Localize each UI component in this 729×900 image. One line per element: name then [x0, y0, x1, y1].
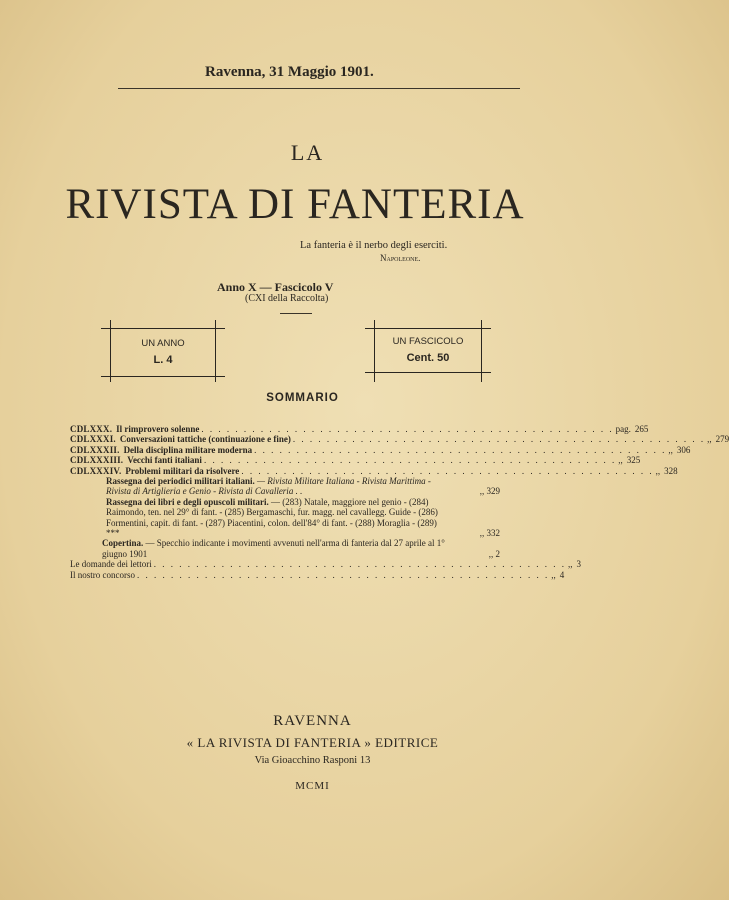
publisher-city: RAVENNA	[273, 713, 352, 729]
toc-row	[70, 424, 649, 434]
toc-row	[70, 455, 641, 466]
toc-item-title: Il nostro concorso	[70, 569, 135, 580]
motto: La fanteria è il nerbo degli eserciti.	[300, 240, 448, 251]
toc-leader: . . . . . . . . . . . . . . . . . . . . . . . . . . . . . . . . . . . . . . . . . . . . . . . . .	[254, 444, 667, 455]
toc-item-pre: ,,	[618, 455, 623, 466]
price-year-label: UN ANNO	[141, 338, 185, 349]
toc-copertina	[70, 538, 500, 559]
toc-row	[70, 444, 691, 455]
issue-date: Ravenna, 31 Maggio 1901.	[205, 64, 374, 80]
issue-collection: (CXI della Raccolta)	[245, 293, 329, 304]
toc-item-page: 332	[486, 528, 500, 539]
publisher-name: « LA RIVISTA DI FANTERIA » EDITRICE	[186, 735, 439, 750]
toc-item-lead: Copertina.	[102, 538, 144, 549]
box-rule	[101, 328, 225, 329]
toc-item-title: Le domande dei lettori	[70, 559, 152, 570]
toc-item-pre: ,,	[668, 444, 673, 455]
toc-leader: . . . . . . . . . . . . . . . . . . . . . . . . . . . . . . . . . . . . . . . . . . . . . . . . .	[292, 434, 706, 445]
masthead-article: LA	[290, 140, 325, 165]
price-box-year	[110, 320, 216, 382]
box-rule	[365, 328, 491, 329]
toc-rassegna-libri	[70, 497, 500, 539]
toc-item-pre: ,,	[479, 486, 485, 497]
price-box-issue	[374, 320, 482, 382]
toc-row	[70, 465, 678, 476]
toc-item-number: CDLXXXIII.	[70, 455, 124, 466]
toc-item-title: Della disciplina militare moderna	[123, 444, 253, 455]
toc-leader: . . . . . . . . . . . . . . . . . . . . . . . . . . . . . . . . . . . . . . . . . . . . . . . . .	[153, 559, 566, 570]
contents-heading: SOMMARIO	[266, 392, 339, 404]
toc-row	[70, 569, 565, 580]
toc-item-number: CDLXXXI.	[70, 434, 116, 445]
publication-year: MCMI	[295, 780, 330, 792]
toc-leader: . . . . . . . . . . . . . . . . . . . . . . . . . . . . . . . . . . . . . . . . . . . . . . . . .	[201, 424, 614, 434]
toc-item-page: 306	[676, 444, 691, 455]
toc-item-page: 2	[495, 548, 500, 559]
toc-item-page: 279	[715, 434, 729, 445]
toc-leader: . . . . . . . . . . . . . . . . . . . . . . . . . . . . . . . . . . . . . . . . . . . . . . . . .	[137, 569, 550, 580]
toc-item-title: Conversazioni tattiche (continuazione e fine)	[119, 434, 291, 445]
toc-row	[70, 559, 581, 570]
issue-number: Anno X — Fascicolo V	[217, 280, 334, 294]
toc-item-page: 265	[634, 424, 649, 434]
toc-item-pre: ,,	[707, 434, 712, 445]
price-issue-label: UN FASCICOLO	[392, 336, 464, 347]
toc-row	[70, 434, 729, 445]
toc-extra	[70, 559, 581, 580]
toc-item-pre: ,,	[567, 559, 573, 570]
toc-item-page: 329	[486, 486, 500, 497]
toc-item-lead: Rassegna dei libri e degli opuscoli militari.	[106, 496, 269, 507]
toc-item-lead: Rassegna dei periodici militari italiani.	[106, 476, 255, 487]
toc-item-number: CDLXXXIV.	[70, 465, 122, 476]
toc-item-text: — Specchio indicante i movimenti avvenuti nell'arma di fanteria dal 27 aprile al 1° giugno 1901	[102, 538, 445, 559]
toc-item-pre: ,,	[479, 528, 485, 539]
header-rule	[118, 88, 520, 89]
toc-item-pre: pag.	[615, 424, 631, 434]
publisher-address: Via Gioacchino Rasponi 13	[254, 755, 371, 766]
toc-leader: . . . . . . . . . . . . . . . . . . . . . . . . . . . . . . . . . . . . . . . . . . . . . . . . .	[203, 455, 617, 466]
motto-author: Napoleone.	[380, 253, 421, 263]
toc-item-text: — (283) Natale, maggiore nel genio - (284) Raimondo, ten. nel 29° di fant. - (285) Bergamaschi, fur. magg. nel cavallegg. Guide - (286) Formentini, capit. di fant. - (287) Piacentini, colon. dell'84° di fant. - (288) Moraglia - (289) ***	[106, 496, 438, 539]
toc-item-pre: ,,	[488, 548, 494, 559]
toc-item-page: 328	[664, 465, 678, 476]
toc-item-pre: ,,	[655, 465, 661, 476]
toc-item-page: 4	[559, 569, 565, 580]
table-of-contents	[70, 424, 729, 580]
toc-entries	[70, 424, 729, 476]
masthead-title: RIVISTA DI FANTERIA	[65, 181, 525, 228]
toc-item-number: CDLXXX.	[70, 424, 113, 434]
price-issue-value: Cent. 50	[406, 352, 450, 364]
toc-item-page: 3	[576, 559, 581, 570]
toc-item-page: 325	[626, 455, 641, 466]
price-year-value: L. 4	[153, 354, 173, 366]
issue-rule	[280, 313, 312, 314]
box-rule	[101, 376, 225, 377]
toc-item-number: CDLXXXII.	[70, 444, 120, 455]
toc-item-title: Problemi militari da risolvere	[125, 465, 240, 476]
toc-item-pre: ,,	[551, 569, 556, 580]
toc-item-title: Vecchi fanti italiani	[127, 455, 202, 466]
box-rule	[365, 372, 491, 373]
toc-item-text: — Rivista Militare Italiana - Rivista Marittima - Rivista di Artiglieria e Genio - Rivista di Cavalleria . .	[106, 476, 431, 497]
toc-leader: . . . . . . . . . . . . . . . . . . . . . . . . . . . . . . . . . . . . . . . . . . . . . . . . .	[241, 465, 654, 476]
toc-item-title: Il rimprovero solenne	[116, 424, 200, 434]
toc-rassegna-periodici	[70, 476, 500, 497]
